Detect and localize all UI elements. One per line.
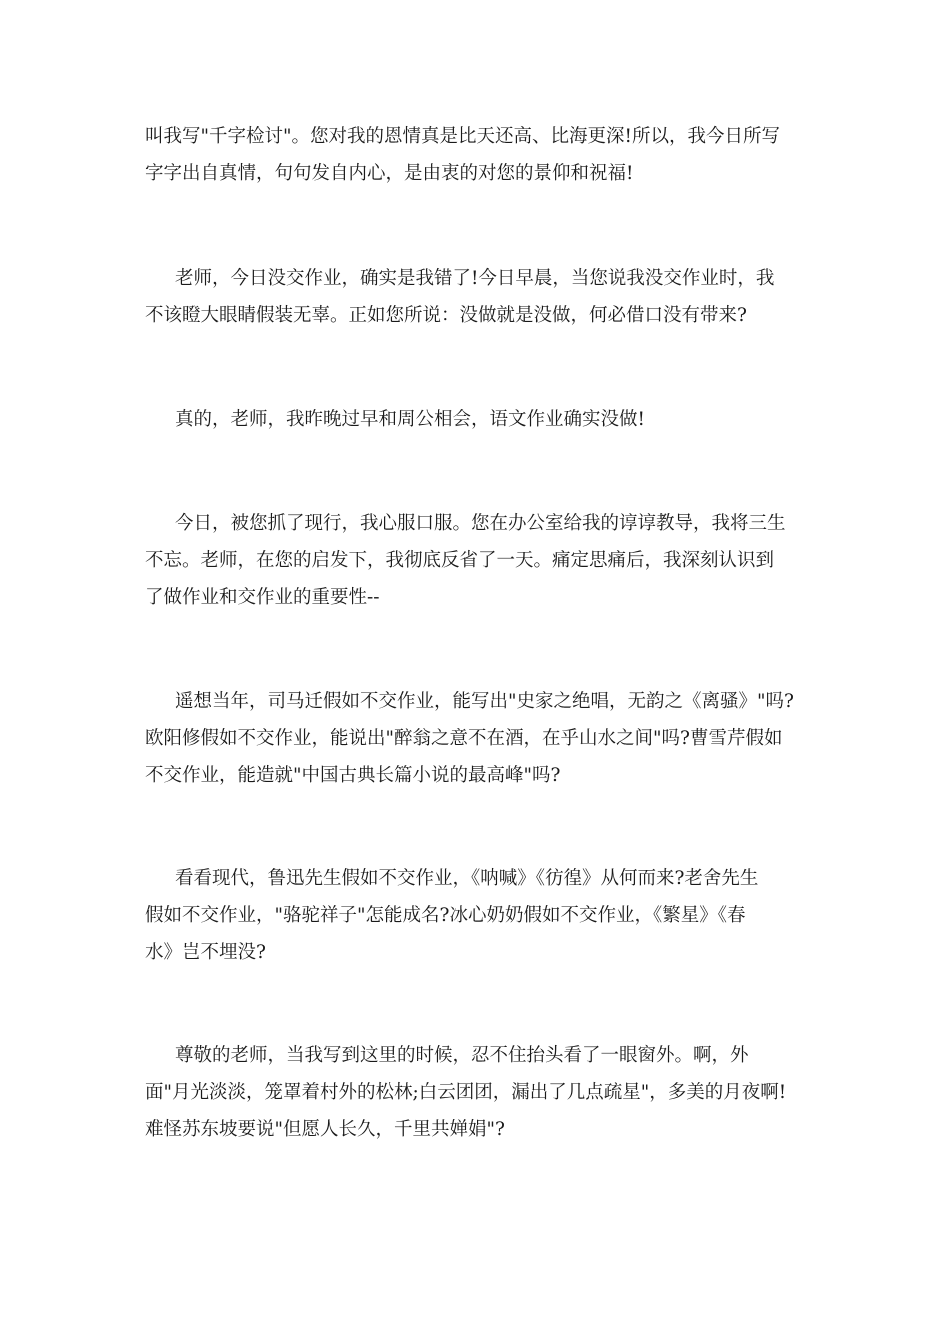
paragraph-line: 不该瞪大眼睛假装无辜。正如您所说：没做就是没做，何必借口没有带来? xyxy=(145,305,747,326)
paragraph-line: 难怪苏东坡要说"但愿人长久，千里共婵娟"? xyxy=(145,1119,505,1140)
paragraph-line: 今日，被您抓了现行，我心服口服。您在办公室给我的谆谆教导，我将三生 xyxy=(175,513,786,534)
paragraph-line: 假如不交作业，"骆驼祥子"怎能成名?冰心奶奶假如不交作业，《繁星》《春 xyxy=(145,905,746,926)
paragraph-line: 不交作业，能造就"中国古典长篇小说的最高峰"吗? xyxy=(145,765,561,786)
paragraph-confession xyxy=(145,401,825,438)
paragraph-line: 面"月光淡淡，笼罩着村外的松林;白云团团，漏出了几点疏星"，多美的月夜啊! xyxy=(145,1082,787,1103)
paragraph-line: 尊敬的老师，当我写到这里的时候，忍不住抬头看了一眼窗外。啊，外 xyxy=(175,1045,749,1066)
paragraph-modern-examples xyxy=(145,860,825,971)
paragraph-line: 字字出自真情，句句发自内心，是由衷的对您的景仰和祝福! xyxy=(145,163,634,184)
paragraph-line: 不忘。老师，在您的启发下，我彻底反省了一天。痛定思痛后，我深刻认识到 xyxy=(145,550,775,571)
paragraph-line: 遥想当年，司马迁假如不交作业，能写出"史家之绝唱，无韵之《离骚》"吗? xyxy=(175,691,794,712)
paragraph-reflection xyxy=(145,505,825,616)
paragraph-line: 真的，老师，我昨晚过早和周公相会，语文作业确实没做! xyxy=(175,409,645,430)
paragraph-line: 老师，今日没交作业，确实是我错了!今日早晨，当您说我没交作业时，我 xyxy=(175,268,775,289)
paragraph-line: 了做作业和交作业的重要性-- xyxy=(145,587,380,608)
paragraph-line: 叫我写"千字检讨"。您对我的恩情真是比天还高、比海更深!所以，我今日所写 xyxy=(145,126,780,147)
paragraph-ancient-examples xyxy=(145,683,825,794)
paragraph-line: 水》岂不埋没? xyxy=(145,942,266,963)
paragraph-line: 欧阳修假如不交作业，能说出"醉翁之意不在酒，在乎山水之间"吗?曹雪芹假如 xyxy=(145,728,783,749)
paragraph-gratitude xyxy=(145,118,825,192)
paragraph-moonlit-night xyxy=(145,1037,825,1148)
paragraph-admission xyxy=(145,260,825,334)
paragraph-line: 看看现代，鲁迅先生假如不交作业，《呐喊》《彷徨》从何而来?老舍先生 xyxy=(175,868,759,889)
